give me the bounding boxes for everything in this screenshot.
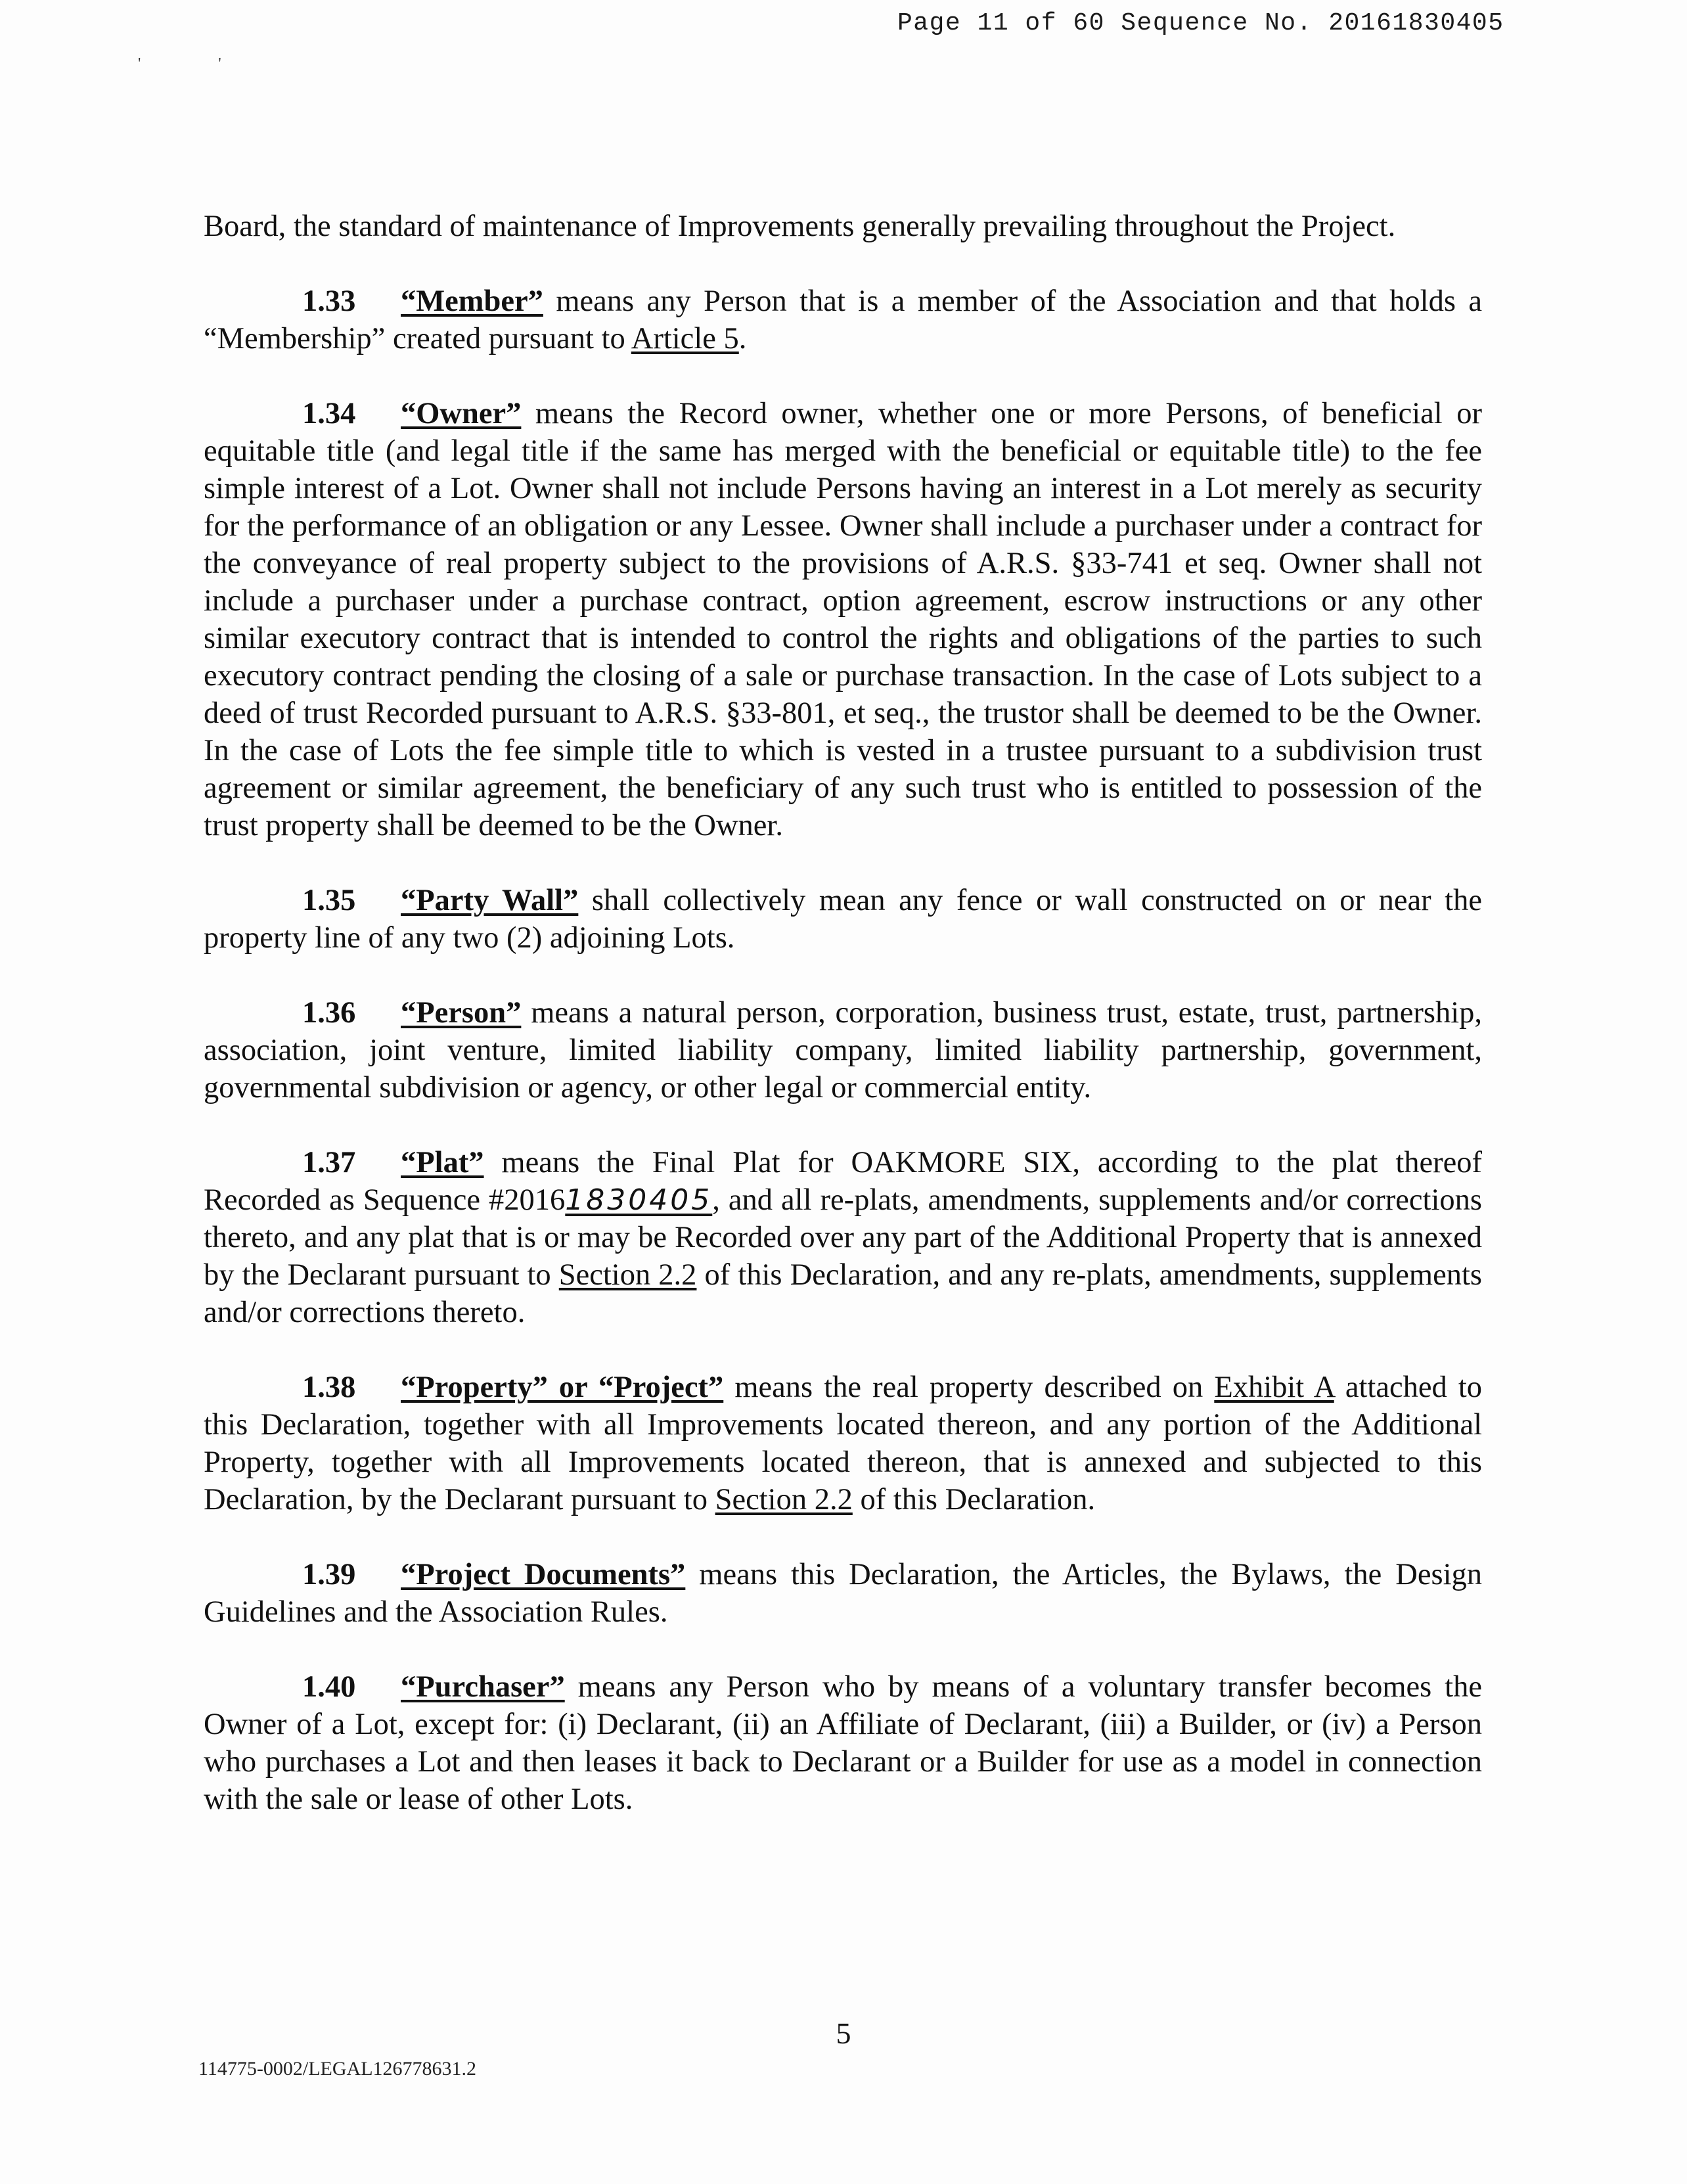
section-1-36 — [204, 994, 1482, 1106]
section-text: means the Record owner, whether one or more Persons, of beneficial or equitable title (and legal title if the same has merged with the beneficial or equitable title) to the fee simple interest of a Lot. Owner shall not include Persons having an interest in a Lot merely as security for the performance of an obligation or any Lessee. Owner shall include a purchaser under a contract for the conveyance of real property subject to the provisions of A.R.S. §33-741 et seq. Owner shall not include a purchaser under a purchase contract, option agreement, escrow instructions or any other similar executory contract that is intended to control the rights and obligations of the parties to such executory contract pending the closing of a sale or purchase transaction. In the case of Lots subject to a deed of trust Recorded pursuant to A.R.S. §33-801, et seq., the trustor shall be deemed to be the Owner. In the case of Lots the fee simple title to which is vested in a trustee pursuant to a subdivision trust agreement or similar agreement, the beneficiary of any such trust who is entitled to possession of the trust property shall be deemed to be the Owner. — [204, 397, 1482, 842]
defined-term: “Project Documents” — [401, 1558, 686, 1591]
section-text: means any Person that is a member of the Association and that holds a “Membership” created pursuant to — [204, 284, 1482, 355]
defined-term: “Owner” — [401, 397, 522, 430]
defined-term: “Property” or “Project” — [401, 1371, 724, 1404]
page-header: Page 11 of 60 Sequence No. 20161830405 — [897, 9, 1504, 37]
section-number: 1.34 — [302, 397, 356, 430]
section-number: 1.35 — [302, 884, 356, 917]
section-text: means the real property described on — [723, 1371, 1215, 1404]
section-1-39 — [204, 1556, 1482, 1631]
section-text: means the Final Plat for OAKMORE SIX, according to the plat thereof Recorded as Sequence #2016 — [204, 1146, 1482, 1217]
section-text: means a natural person, corporation, business trust, estate, trust, partnership, association, joint venture, limited liability company, limited liability partnership, government, governmental subdivision or agency, or other legal or commercial entity. — [204, 996, 1482, 1104]
defined-term: “Person” — [401, 996, 522, 1030]
section-1-34 — [204, 395, 1482, 844]
cross-reference: Section 2.2 — [715, 1483, 853, 1516]
document-code: 114775-0002/LEGAL126778631.2 — [198, 2058, 477, 2080]
section-number: 1.39 — [302, 1558, 356, 1591]
section-text: means this Declaration, the Articles, the Bylaws, the Design Guidelines and the Association Rules. — [204, 1558, 1482, 1629]
section-text: shall collectively mean any fence or wall constructed on or near the property line of any two (2) adjoining Lots. — [204, 884, 1482, 955]
defined-term: “Member” — [401, 284, 543, 318]
section-number: 1.36 — [302, 996, 356, 1030]
continuation-paragraph: Board, the standard of maintenance of Improvements generally prevailing throughout the Project. — [204, 210, 1396, 243]
handwritten-sequence-number: 1830405 — [565, 1183, 713, 1217]
section-1-40 — [204, 1668, 1482, 1818]
section-1-33: 1.33 “Member” means any Person that is a member of the Association and that holds a “Membership” created pursuant to Article 5. — [204, 283, 1482, 357]
cross-reference: Section 2.2 — [558, 1258, 697, 1292]
scan-marks: ' ' — [138, 55, 221, 72]
section-number: 1.33 — [302, 284, 356, 318]
section-text: means any Person who by means of a voluntary transfer becomes the Owner of a Lot, except for: (i) Declarant, (ii) an Affiliate of Declarant, (iii) a Builder, or (iv) a Person who purchases a Lot and then leases it back to Declarant or a Builder for use as a model in connection with the sale or lease of other Lots. — [204, 1670, 1482, 1816]
section-1-37: 1.37 “Plat” means the Final Plat for OAKMORE SIX, according to the plat thereof Recorded as Sequence #20161830405, and all re-plats, amendments, supplements and/or corrections thereto, and any plat that is or may be Recorded over any part of the Additional Property that is annexed by the Declarant pursuant to Section 2.2 of this Declaration, and any re-plats, amendments, supplements and/or corrections thereto. — [204, 1144, 1482, 1331]
section-1-38: 1.38 “Property” or “Project” means the real property described on Exhibit A attached to this Declaration, together with all Improvements located thereon, and any portion of the Additional Property, together with all Improvements located thereon, that is annexed and subjected to this Declaration, by the Declarant pursuant to Section 2.2 of this Declaration. — [204, 1369, 1482, 1518]
defined-term: “Purchaser” — [401, 1670, 565, 1704]
cross-reference: Exhibit A — [1214, 1371, 1334, 1404]
section-1-35 — [204, 882, 1482, 957]
section-number: 1.40 — [302, 1670, 356, 1704]
defined-term: “Plat” — [401, 1146, 484, 1179]
page-number: 5 — [836, 2016, 851, 2050]
section-number: 1.38 — [302, 1371, 356, 1404]
defined-term: “Party Wall” — [401, 884, 579, 917]
document-body — [204, 208, 1482, 1855]
cross-reference: Article 5 — [631, 322, 739, 355]
section-number: 1.37 — [302, 1146, 356, 1179]
